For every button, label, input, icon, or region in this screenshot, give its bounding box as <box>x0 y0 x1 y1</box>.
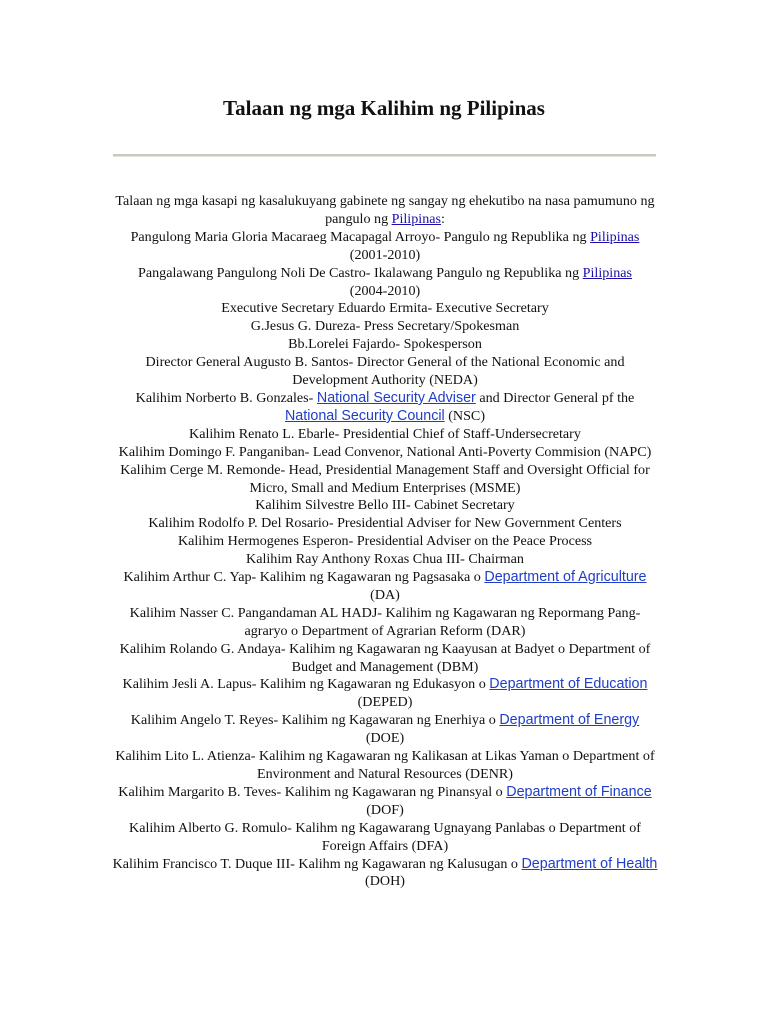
list-item: Kalihim Cerge M. Remonde- Head, Presidential Management Staff and Oversight Official for Micro, Small and Medium Enterprises (MSME) <box>120 461 650 496</box>
list-item: Director General Augusto B. Santos- Director General of the National Economic and Development Authority (NEDA) <box>145 354 625 389</box>
list-item <box>110 856 660 892</box>
line-text: (DA) <box>370 586 400 603</box>
list-item: G.Jesus G. Dureza- Press Secretary/Spokesman <box>250 318 520 335</box>
line-text: Kalihim Angelo T. Reyes- Kalihim ng Kagawaran ng Enerhiya o <box>130 712 500 729</box>
pilipinas-link[interactable]: Pilipinas <box>582 264 632 281</box>
line-text: (DOH) <box>365 873 405 890</box>
line-text: Kalihim Margarito B. Teves- Kalihim ng Kagawaran ng Pinansyal o <box>118 783 507 800</box>
line-text: (DOF) <box>366 801 404 818</box>
horizontal-divider <box>113 154 656 157</box>
department-of-energy-link[interactable]: Department of Energy <box>499 712 640 729</box>
list-item <box>110 784 660 820</box>
list-item <box>110 265 660 283</box>
list-item: Kalihim Rodolfo P. Del Rosario- Presidential Adviser for New Government Centers <box>148 515 622 532</box>
list-item: Kalihim Domingo F. Panganiban- Lead Convenor, National Anti-Poverty Commision (NAPC) <box>118 443 652 460</box>
list-item <box>110 229 660 247</box>
page-title: Talaan ng mga Kalihim ng Pilipinas <box>223 96 545 120</box>
intro-text: Talaan ng mga kasapi ng kasalukuyang gabinete ng sangay ng ehekutibo na nasa pamumuno ng pangulo ng <box>115 193 655 227</box>
department-of-health-link[interactable]: Department of Health <box>521 855 658 872</box>
list-item: Kalihim Ray Anthony Roxas Chua III- Chairman <box>246 551 524 568</box>
department-of-finance-link[interactable]: Department of Finance <box>506 783 652 800</box>
list-item <box>110 676 660 712</box>
line-text: Pangalawang Pangulong Noli De Castro- Ikalawang Pangulo ng Republika ng <box>138 264 583 281</box>
list-item: Kalihim Silvestre Bello III- Cabinet Secretary <box>255 497 515 514</box>
list-item: Bb.Lorelei Fajardo- Spokesperson <box>288 336 482 353</box>
national-security-council-link[interactable]: National Security Council <box>284 407 445 424</box>
list-item: Kalihim Hermogenes Esperon- Presidential Adviser on the Peace Process <box>177 533 593 550</box>
line-text: Kalihim Arthur C. Yap- Kalihim ng Kagawaran ng Pagsasaka o <box>123 569 485 586</box>
list-item: Kalihim Renato L. Ebarle- Presidential Chief of Staff-Undersecretary <box>189 425 581 442</box>
list-item: (2001-2010) <box>349 246 421 263</box>
list-item <box>110 569 660 605</box>
department-of-agriculture-link[interactable]: Department of Agriculture <box>484 569 647 586</box>
list-item: Kalihim Lito L. Atienza- Kalihim ng Kagawaran ng Kalikasan at Likas Yaman o Department of Environment and Natural Resources (DENR) <box>115 748 655 782</box>
line-text: (NSC) <box>444 407 486 424</box>
list-item: (2004-2010) <box>349 282 421 299</box>
line-text: Pangulong Maria Gloria Macaraeg Macapagal Arroyo- Pangulo ng Republika ng <box>130 228 591 245</box>
intro-colon: : <box>440 210 445 227</box>
line-text: Kalihim Jesli A. Lapus- Kalihim ng Kagawaran ng Edukasyon o <box>122 676 490 693</box>
list-item: Kalihim Alberto G. Romulo- Kalihm ng Kagawarang Ugnayang Panlabas o Department of Foreign Affairs (DFA) <box>129 819 641 854</box>
national-security-adviser-link[interactable]: National Security Adviser <box>316 389 476 406</box>
line-text: Kalihim Norberto B. Gonzales- <box>135 389 317 406</box>
line-text: (DEPED) <box>357 694 413 711</box>
pilipinas-link[interactable]: Pilipinas <box>590 228 640 245</box>
department-of-education-link[interactable]: Department of Education <box>489 676 648 693</box>
line-text: (DOE) <box>365 730 405 747</box>
list-item: Kalihim Nasser C. Pangandaman AL HADJ- Kalihim ng Kagawaran ng Repormang Pang-agraryo o Department of Agrarian Reform (DAR) <box>129 604 641 639</box>
intro-paragraph <box>110 193 660 229</box>
list-item <box>110 390 660 426</box>
list-item: Executive Secretary Eduardo Ermita- Executive Secretary <box>221 300 549 317</box>
pilipinas-link[interactable]: Pilipinas <box>391 210 441 227</box>
list-item: Kalihim Rolando G. Andaya- Kalihim ng Kagawaran ng Kaayusan at Badyet o Department of Budget and Management (DBM) <box>119 640 651 675</box>
line-text: and Director General pf the <box>475 389 635 406</box>
document-body <box>110 193 660 891</box>
list-item <box>110 712 660 748</box>
line-text: Kalihim Francisco T. Duque III- Kalihm ng Kagawaran ng Kalusugan o <box>112 855 522 872</box>
